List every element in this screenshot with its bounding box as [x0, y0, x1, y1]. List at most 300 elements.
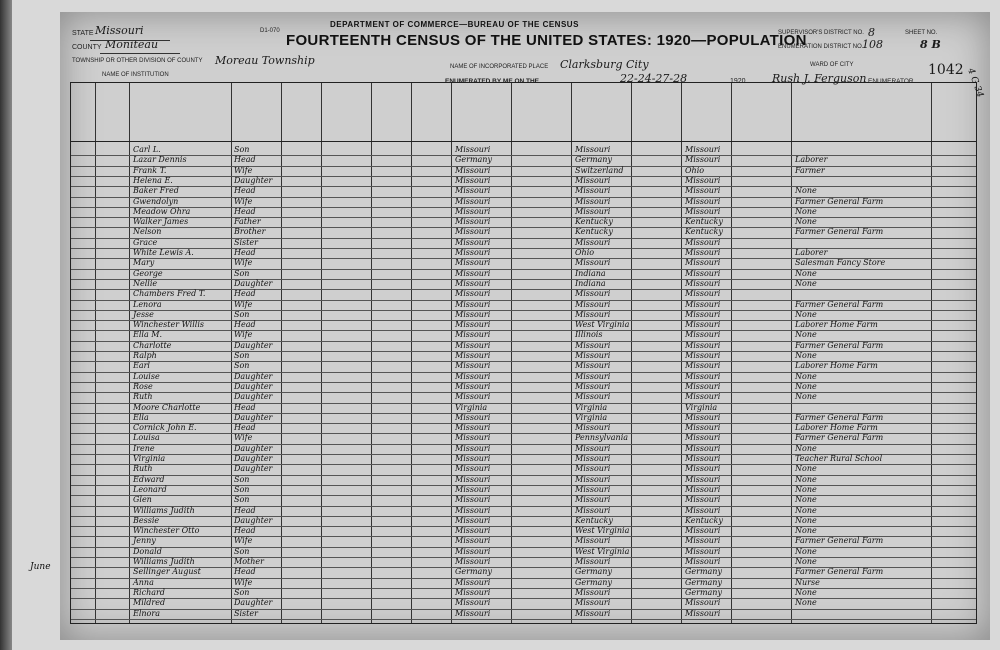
mother-birthplace-cell: Missouri [685, 557, 721, 566]
mother-birthplace-cell: Missouri [685, 289, 721, 299]
census-row [71, 289, 976, 298]
census-row [71, 547, 976, 556]
census-row [71, 588, 976, 597]
name-cell: Winchester Willis [133, 320, 205, 330]
relation-cell: Wife [234, 258, 253, 268]
birthplace-cell: Missouri [455, 526, 491, 536]
birthplace-cell: Germany [455, 567, 492, 577]
name-cell: Leonard [133, 484, 167, 494]
relation-cell: Head [234, 423, 256, 433]
relation-cell: Head [234, 289, 256, 299]
census-row [71, 464, 976, 473]
relation-cell: Daughter [234, 381, 273, 391]
township-label: TOWNSHIP OR OTHER DIVISION OF COUNTY [72, 58, 203, 64]
mother-birthplace-cell: Virginia [685, 402, 718, 412]
occupation-cell: Farmer General Farm [795, 433, 884, 443]
mother-birthplace-cell: Missouri [685, 175, 721, 185]
birthplace-cell: Missouri [455, 206, 491, 216]
occupation-cell: None [795, 381, 817, 391]
birthplace-cell: Missouri [455, 608, 491, 618]
census-row [71, 516, 976, 525]
father-birthplace-cell: Missouri [575, 361, 611, 371]
census-row [71, 382, 976, 391]
occupation-cell: None [795, 598, 817, 608]
occupation-cell: None [795, 495, 817, 505]
occupation-cell: None [795, 474, 817, 484]
margin-note-right: 4 G 34 [965, 67, 985, 99]
name-cell: Jesse [133, 309, 154, 319]
name-cell: Jenny [133, 536, 156, 546]
birthplace-cell: Missouri [455, 474, 491, 484]
birthplace-cell: Missouri [455, 495, 491, 505]
relation-cell: Father [234, 217, 261, 227]
name-cell: Earl [133, 361, 150, 371]
state-value: Missouri [95, 24, 144, 37]
occupation-cell: None [795, 587, 817, 597]
department-heading: DEPARTMENT OF COMMERCE—BUREAU OF THE CENSUS [330, 20, 579, 29]
census-row [71, 372, 976, 381]
enumerator-label: ENUMERATOR. [868, 78, 916, 85]
birthplace-cell: Missouri [455, 464, 491, 474]
birthplace-cell: Missouri [455, 196, 491, 206]
relation-cell: Son [234, 495, 250, 505]
census-row [71, 341, 976, 350]
mother-birthplace-cell: Missouri [685, 495, 721, 505]
name-cell: Donald [133, 546, 162, 556]
mother-birthplace-cell: Missouri [685, 278, 721, 288]
mother-birthplace-cell: Missouri [685, 433, 721, 443]
place-value: Clarksburg City [560, 58, 649, 71]
mother-birthplace-cell: Missouri [685, 351, 721, 360]
birthplace-cell: Missouri [455, 278, 491, 288]
birthplace-cell: Missouri [455, 484, 491, 494]
father-birthplace-cell: Missouri [575, 536, 611, 546]
birthplace-cell: Missouri [455, 381, 491, 391]
relation-cell: Son [234, 484, 250, 494]
enumerated-date: 22-24-27-28 [620, 72, 688, 85]
occupation-cell: None [795, 186, 817, 196]
name-cell: Baker Fred [133, 186, 179, 196]
occupation-cell: Farmer General Farm [795, 412, 884, 422]
census-row [71, 475, 976, 484]
father-birthplace-cell: Missouri [575, 381, 611, 391]
birthplace-cell: Missouri [455, 577, 491, 587]
mother-birthplace-cell: Missouri [685, 340, 721, 350]
birthplace-cell: Missouri [455, 423, 491, 433]
father-birthplace-cell: West Virginia [575, 526, 630, 536]
mother-birthplace-cell: Missouri [685, 423, 721, 433]
census-row [71, 258, 976, 267]
occupation-cell: None [795, 546, 817, 556]
occupation-cell: None [795, 484, 817, 494]
name-cell: Chambers Fred T. [133, 289, 206, 299]
father-birthplace-cell: Kentucky [575, 515, 613, 525]
name-cell: Winchester Otto [133, 526, 200, 536]
relation-cell: Daughter [234, 464, 273, 474]
name-cell: Richard [133, 587, 165, 597]
census-row [71, 227, 976, 236]
occupation-cell: Farmer General Farm [795, 567, 884, 577]
name-cell: Lazar Dennis [133, 155, 187, 165]
relation-cell: Son [234, 351, 250, 360]
father-birthplace-cell: Kentucky [575, 217, 613, 227]
name-cell: Virginia [133, 454, 166, 463]
name-cell: Nelson [133, 227, 162, 237]
occupation-cell: None [795, 309, 817, 319]
mother-birthplace-cell: Missouri [685, 392, 721, 402]
census-row [71, 238, 976, 247]
name-cell: Irene [133, 443, 155, 453]
state-label: STATE [72, 30, 94, 37]
father-birthplace-cell: Germany [575, 155, 612, 165]
relation-cell: Sister [234, 608, 258, 618]
relation-cell: Daughter [234, 175, 273, 185]
relation-cell: Son [234, 268, 250, 278]
census-row [71, 413, 976, 422]
name-cell: Louise [133, 371, 160, 381]
father-birthplace-cell: Missouri [575, 484, 611, 494]
father-birthplace-cell: Ohio [575, 248, 595, 257]
occupation-cell: Laborer Home Farm [795, 361, 878, 371]
census-row [71, 310, 976, 319]
father-birthplace-cell: Indiana [575, 278, 606, 288]
birthplace-cell: Missouri [455, 186, 491, 196]
census-year: 1920. [730, 78, 748, 85]
relation-cell: Wife [234, 330, 253, 340]
census-row [71, 506, 976, 515]
occupation-cell: Farmer General Farm [795, 196, 884, 206]
relation-cell: Head [234, 186, 256, 196]
mother-birthplace-cell: Missouri [685, 299, 721, 309]
occupation-cell: Nurse [795, 577, 820, 587]
name-cell: Walker James [133, 217, 189, 227]
mother-birthplace-cell: Kentucky [685, 217, 723, 227]
census-row [71, 217, 976, 226]
margin-note-left: June [30, 562, 51, 572]
mother-birthplace-cell: Missouri [685, 505, 721, 515]
name-cell: George [133, 268, 163, 278]
mother-birthplace-cell: Missouri [685, 454, 721, 463]
father-birthplace-cell: Indiana [575, 268, 606, 278]
name-cell: Ruth [133, 392, 153, 402]
census-row [71, 279, 976, 288]
mother-birthplace-cell: Missouri [685, 608, 721, 618]
birthplace-cell: Missouri [455, 557, 491, 566]
relation-cell: Head [234, 320, 256, 330]
name-cell: Rose [133, 381, 153, 391]
relation-cell: Head [234, 206, 256, 216]
name-cell: Ella [133, 412, 149, 422]
birthplace-cell: Germany [455, 155, 492, 165]
birthplace-cell: Missouri [455, 361, 491, 371]
occupation-cell: None [795, 557, 817, 566]
form-number: D1-070 [260, 28, 280, 34]
mother-birthplace-cell: Missouri [685, 206, 721, 216]
name-cell: Moore Charlotte [133, 402, 201, 412]
father-birthplace-cell: Missouri [575, 186, 611, 196]
birthplace-cell: Missouri [455, 248, 491, 257]
birthplace-cell: Missouri [455, 320, 491, 330]
father-birthplace-cell: Missouri [575, 505, 611, 515]
name-cell: Sellinger August [133, 567, 201, 577]
census-row [71, 320, 976, 329]
census-row [71, 197, 976, 206]
name-cell: Mary [133, 258, 155, 268]
census-row [71, 392, 976, 401]
relation-cell: Daughter [234, 454, 273, 463]
birthplace-cell: Missouri [455, 258, 491, 268]
name-cell: White Lewis A. [133, 248, 194, 257]
father-birthplace-cell: West Virginia [575, 546, 630, 556]
sheet-value: 8 B [920, 38, 941, 51]
census-row [71, 609, 976, 618]
occupation-cell: Farmer General Farm [795, 299, 884, 309]
birthplace-cell: Missouri [455, 351, 491, 360]
mother-birthplace-cell: Kentucky [685, 227, 723, 237]
ward-label: WARD OF CITY [810, 62, 854, 68]
county-underline [100, 53, 180, 54]
mother-birthplace-cell: Missouri [685, 186, 721, 196]
mother-birthplace-cell: Missouri [685, 526, 721, 536]
mother-birthplace-cell: Kentucky [685, 515, 723, 525]
father-birthplace-cell: Virginia [575, 412, 608, 422]
occupation-cell: None [795, 464, 817, 474]
birthplace-cell: Missouri [455, 371, 491, 381]
relation-cell: Daughter [234, 515, 273, 525]
census-row [71, 166, 976, 175]
birthplace-cell: Missouri [455, 217, 491, 227]
relation-cell: Head [234, 505, 256, 515]
relation-cell: Head [234, 526, 256, 536]
name-cell: Ruth [133, 464, 153, 474]
father-birthplace-cell: Missouri [575, 258, 611, 268]
mother-birthplace-cell: Missouri [685, 248, 721, 257]
father-birthplace-cell: Germany [575, 577, 612, 587]
census-row [71, 444, 976, 453]
enumerator-name: Rush J. Ferguson [772, 72, 867, 85]
relation-cell: Wife [234, 165, 253, 175]
mother-birthplace-cell: Germany [685, 567, 722, 577]
birthplace-cell: Missouri [455, 536, 491, 546]
father-birthplace-cell: Missouri [575, 237, 611, 247]
occupation-cell: None [795, 443, 817, 453]
place-label: NAME OF INCORPORATED PLACE [450, 64, 549, 70]
county-label: COUNTY [72, 44, 102, 51]
relation-cell: Wife [234, 433, 253, 443]
mother-birthplace-cell: Missouri [685, 320, 721, 330]
census-title: FOURTEENTH CENSUS OF THE UNITED STATES: 1920—POPULATION [286, 32, 807, 49]
occupation-cell: Laborer [795, 155, 828, 165]
census-row [71, 495, 976, 504]
birthplace-cell: Missouri [455, 587, 491, 597]
father-birthplace-cell: Pennsylvania [575, 433, 629, 443]
name-cell: Williams Judith [133, 505, 195, 515]
census-row [71, 536, 976, 545]
relation-cell: Daughter [234, 412, 273, 422]
occupation-cell: None [795, 206, 817, 216]
occupation-cell: None [795, 278, 817, 288]
relation-cell: Son [234, 587, 250, 597]
birthplace-cell: Missouri [455, 546, 491, 556]
enumerated-label: ENUMERATED BY ME ON THE [445, 78, 540, 85]
father-birthplace-cell: Missouri [575, 340, 611, 350]
census-row [71, 248, 976, 257]
father-birthplace-cell: West Virginia [575, 320, 630, 330]
census-row [71, 578, 976, 587]
relation-cell: Daughter [234, 598, 273, 608]
occupation-cell: None [795, 505, 817, 515]
name-cell: Lenora [133, 299, 162, 309]
census-row [71, 300, 976, 309]
mother-birthplace-cell: Missouri [685, 330, 721, 340]
father-birthplace-cell: Missouri [575, 464, 611, 474]
birthplace-cell: Missouri [455, 505, 491, 515]
name-cell: Cornick John E. [133, 423, 197, 433]
birthplace-cell: Missouri [455, 165, 491, 175]
mother-birthplace-cell: Germany [685, 587, 722, 597]
supervisor-label: SUPERVISOR'S DISTRICT NO. [778, 30, 864, 36]
census-table [70, 82, 977, 624]
census-row [71, 526, 976, 535]
row-divider [71, 619, 976, 620]
mother-birthplace-cell: Missouri [685, 412, 721, 422]
relation-cell: Daughter [234, 371, 273, 381]
name-cell: Williams Judith [133, 557, 195, 566]
mother-birthplace-cell: Missouri [685, 155, 721, 165]
census-row [71, 423, 976, 432]
occupation-cell: Salesman Fancy Store [795, 258, 886, 268]
name-cell: Meadow Ohra [133, 206, 191, 216]
father-birthplace-cell: Missouri [575, 289, 611, 299]
occupation-cell: Farmer General Farm [795, 227, 884, 237]
occupation-cell: Laborer Home Farm [795, 423, 878, 433]
name-cell: Helena E. [133, 175, 173, 185]
census-row [71, 567, 976, 576]
census-row [71, 403, 976, 412]
birthplace-cell: Missouri [455, 454, 491, 463]
occupation-cell: None [795, 371, 817, 381]
relation-cell: Brother [234, 227, 266, 237]
relation-cell: Wife [234, 299, 253, 309]
father-birthplace-cell: Missouri [575, 299, 611, 309]
father-birthplace-cell: Missouri [575, 206, 611, 216]
relation-cell: Head [234, 567, 256, 577]
birthplace-cell: Missouri [455, 515, 491, 525]
mother-birthplace-cell: Missouri [685, 464, 721, 474]
name-cell: Bessie [133, 515, 160, 525]
birthplace-cell: Missouri [455, 330, 491, 340]
relation-cell: Son [234, 361, 250, 371]
occupation-cell: Farmer [795, 165, 825, 175]
census-row [71, 269, 976, 278]
film-edge-left [0, 0, 12, 650]
name-cell: Ella M. [133, 330, 163, 340]
census-row [71, 207, 976, 216]
birthplace-cell: Missouri [455, 598, 491, 608]
mother-birthplace-cell: Missouri [685, 268, 721, 278]
birthplace-cell: Missouri [455, 289, 491, 299]
mother-birthplace-cell: Missouri [685, 371, 721, 381]
father-birthplace-cell: Missouri [575, 608, 611, 618]
census-row [71, 145, 976, 154]
father-birthplace-cell: Missouri [575, 495, 611, 505]
mother-birthplace-cell: Missouri [685, 598, 721, 608]
mother-birthplace-cell: Germany [685, 577, 722, 587]
relation-cell: Wife [234, 577, 253, 587]
relation-cell: Head [234, 155, 256, 165]
header-divider [71, 141, 976, 142]
census-row [71, 155, 976, 164]
name-cell: Mildred [133, 598, 166, 608]
name-cell: Frank T. [133, 165, 167, 175]
relation-cell: Sister [234, 237, 258, 247]
father-birthplace-cell: Switzerland [575, 165, 624, 175]
mother-birthplace-cell: Missouri [685, 474, 721, 484]
relation-cell: Daughter [234, 443, 273, 453]
institution-label: NAME OF INSTITUTION [102, 72, 169, 78]
father-birthplace-cell: Germany [575, 567, 612, 577]
census-row [71, 557, 976, 566]
name-cell: Charlotte [133, 340, 172, 350]
ed-label: ENUMERATION DISTRICT NO. [778, 44, 864, 50]
ed-value: 108 [862, 38, 883, 51]
birthplace-cell: Missouri [455, 392, 491, 402]
census-row [71, 176, 976, 185]
father-birthplace-cell: Missouri [575, 598, 611, 608]
mother-birthplace-cell: Missouri [685, 196, 721, 206]
name-cell: Carl L. [133, 145, 161, 154]
name-cell: Grace [133, 237, 158, 247]
occupation-cell: Teacher Rural School [795, 454, 883, 463]
relation-cell: Daughter [234, 340, 273, 350]
birthplace-cell: Missouri [455, 299, 491, 309]
father-birthplace-cell: Missouri [575, 454, 611, 463]
father-birthplace-cell: Missouri [575, 351, 611, 360]
mother-birthplace-cell: Missouri [685, 145, 721, 154]
birthplace-cell: Virginia [455, 402, 488, 412]
mother-birthplace-cell: Missouri [685, 258, 721, 268]
census-row [71, 433, 976, 442]
occupation-cell: None [795, 526, 817, 536]
birthplace-cell: Missouri [455, 145, 491, 154]
father-birthplace-cell: Missouri [575, 557, 611, 566]
mother-birthplace-cell: Missouri [685, 484, 721, 494]
census-row [71, 351, 976, 360]
father-birthplace-cell: Missouri [575, 423, 611, 433]
mother-birthplace-cell: Ohio [685, 165, 705, 175]
name-cell: Louisa [133, 433, 160, 443]
occupation-cell: None [795, 515, 817, 525]
relation-cell: Son [234, 145, 250, 154]
birthplace-cell: Missouri [455, 309, 491, 319]
birthplace-cell: Missouri [455, 237, 491, 247]
census-row [71, 330, 976, 339]
occupation-cell: None [795, 217, 817, 227]
father-birthplace-cell: Missouri [575, 443, 611, 453]
occupation-cell: None [795, 392, 817, 402]
father-birthplace-cell: Virginia [575, 402, 608, 412]
relation-cell: Son [234, 474, 250, 484]
census-row [71, 454, 976, 463]
name-cell: Edward [133, 474, 165, 484]
state-underline [90, 40, 170, 41]
census-row [71, 485, 976, 494]
relation-cell: Head [234, 248, 256, 257]
relation-cell: Daughter [234, 392, 273, 402]
mother-birthplace-cell: Missouri [685, 536, 721, 546]
census-row [71, 186, 976, 195]
birthplace-cell: Missouri [455, 412, 491, 422]
